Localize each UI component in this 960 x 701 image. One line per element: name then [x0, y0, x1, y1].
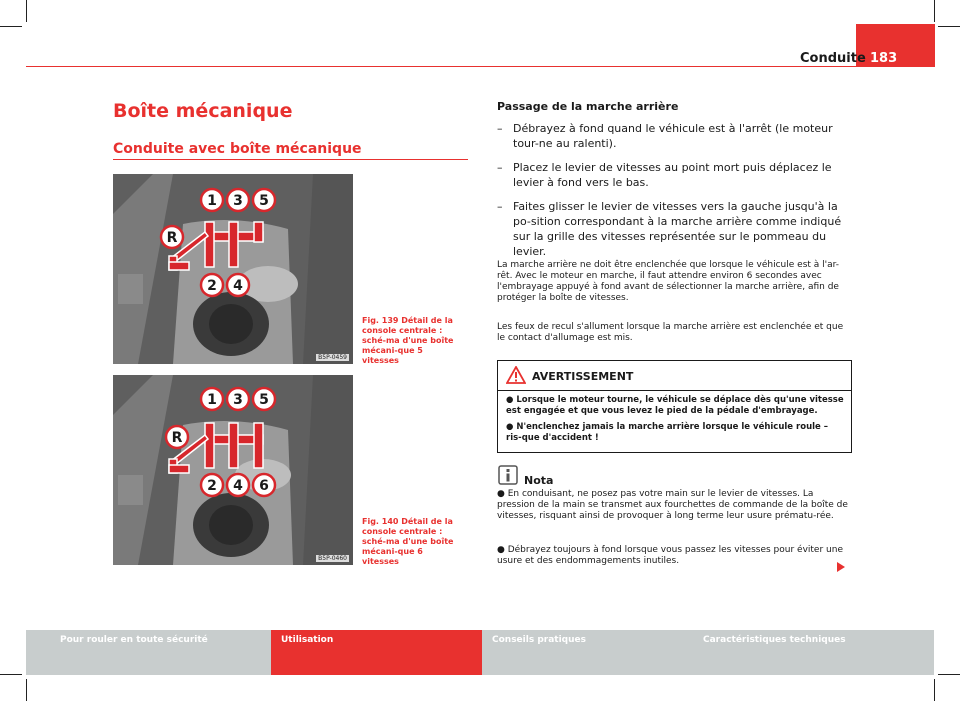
section-name: Conduite: [800, 51, 866, 66]
step-text: Placez le levier de vitesses au point mort puis déplacez le levier à fond vers le bas.: [513, 161, 832, 189]
warning-triangle-icon: [506, 366, 526, 384]
reverse-label: R: [166, 230, 178, 246]
crop-mark: [938, 26, 960, 27]
gearshift-illustration: [113, 174, 353, 364]
step-text: Faites glisser le levier de vitesses vers la gauche jusqu'à la po-sition correspondant à la marche arrière comme indiqué sur la grille des vitesses représentée sur le pommeau du levier.: [513, 200, 842, 258]
crop-mark: [0, 26, 22, 27]
figure-gear-6-speed: [113, 375, 353, 565]
step-item: – Débrayez à fond quand le véhicule est à l'arrêt (le moteur tour-ne au ralenti).: [497, 122, 833, 150]
crop-mark: [0, 674, 22, 675]
crop-mark: [934, 0, 935, 22]
footer-tab-usage[interactable]: Utilisation: [271, 630, 482, 675]
gear-label: 1: [207, 392, 217, 408]
figure-code: B5P-0459: [318, 354, 347, 361]
warning-item: ● Lorsque le moteur tourne, le véhicule se déplace dès qu'une vitesse est engagée et que vous levez le pied de la pédale d'embrayage.: [506, 395, 844, 416]
figure-gear-5-speed: [113, 174, 353, 364]
crop-mark: [26, 0, 27, 22]
gear-label: 5: [259, 193, 269, 209]
header-rule: [26, 66, 934, 67]
crop-mark: [938, 674, 960, 675]
page-title: Boîte mécanique: [113, 100, 293, 122]
warning-title: AVERTISSEMENT: [532, 370, 634, 383]
page-number: 183: [870, 51, 898, 66]
reverse-label: R: [171, 430, 183, 446]
note-title: Nota: [524, 474, 554, 487]
warning-header: [498, 361, 851, 391]
footer-tab-safety[interactable]: Pour rouler en toute sécurité: [26, 630, 271, 675]
section-heading: Passage de la marche arrière: [497, 100, 679, 113]
footer-tab-specs[interactable]: Caractéristiques techniques: [693, 630, 934, 675]
gear-label: 5: [259, 392, 269, 408]
figure-code: B5P-0460: [318, 555, 347, 562]
step-item: – Faites glisser le levier de vitesses vers la gauche jusqu'à la po-sition correspondant à la marche arrière comme indiqué sur la grille des vitesses représentée sur le pommeau du levier.: [497, 200, 842, 258]
step-item: – Placez le levier de vitesses au point mort puis déplacez le levier à fond vers le bas.: [497, 161, 832, 189]
page-subtitle: Conduite avec boîte mécanique: [113, 141, 362, 157]
gear-label: 1: [207, 193, 217, 209]
note-item: ● En conduisant, ne posez pas votre main sur le levier de vitesses. La pression de la main se transmet aux fourchettes de commande de la boîte de vitesses, risquant ainsi de provoquer à long terme leur usure prématu-rée.: [497, 489, 848, 521]
warning-box: [497, 360, 852, 453]
body-paragraph: La marche arrière ne doit être enclenchée que lorsque le véhicule est à l'ar-rêt. Avec le moteur en marche, il faut attendre environ 6 secondes avec l'embrayage appuyé à fond avant de sélectionner la marche arrière, afin de protéger la boîte de vitesses.: [497, 260, 840, 303]
gearshift-illustration: [113, 375, 353, 565]
gear-label: 4: [233, 478, 243, 494]
figure-caption: Fig. 139 Détail de la console centrale : sché-ma d'une boîte mécani-que 5 vitesses: [362, 316, 454, 365]
note-item: ● Débrayez toujours à fond lorsque vous passez les vitesses pour éviter une usure et des endommagements inutiles.: [497, 545, 843, 566]
footer-tab-tips[interactable]: Conseils pratiques: [482, 630, 693, 675]
warning-item: ● N'enclenchez jamais la marche arrière lorsque le véhicule roule – ris-que d'accident !: [506, 422, 829, 443]
gear-label: 2: [207, 478, 217, 494]
gear-label: 3: [233, 392, 243, 408]
gear-label: 3: [233, 193, 243, 209]
subtitle-rule: [113, 159, 468, 160]
continue-arrow-icon: [836, 561, 846, 573]
crop-mark: [26, 679, 27, 701]
figure-caption: Fig. 140 Détail de la console centrale : sché-ma d'une boîte mécani-que 6 vitesses: [362, 517, 454, 566]
gear-label: 2: [207, 278, 217, 294]
gear-label: 4: [233, 278, 243, 294]
gear-label: 6: [259, 478, 269, 494]
body-paragraph: Les feux de recul s'allument lorsque la marche arrière est enclenchée et que le contact d'allumage est mis.: [497, 322, 844, 343]
step-text: Débrayez à fond quand le véhicule est à l'arrêt (le moteur tour-ne au ralenti).: [513, 122, 833, 150]
note-icon: [498, 465, 518, 485]
crop-mark: [934, 679, 935, 701]
